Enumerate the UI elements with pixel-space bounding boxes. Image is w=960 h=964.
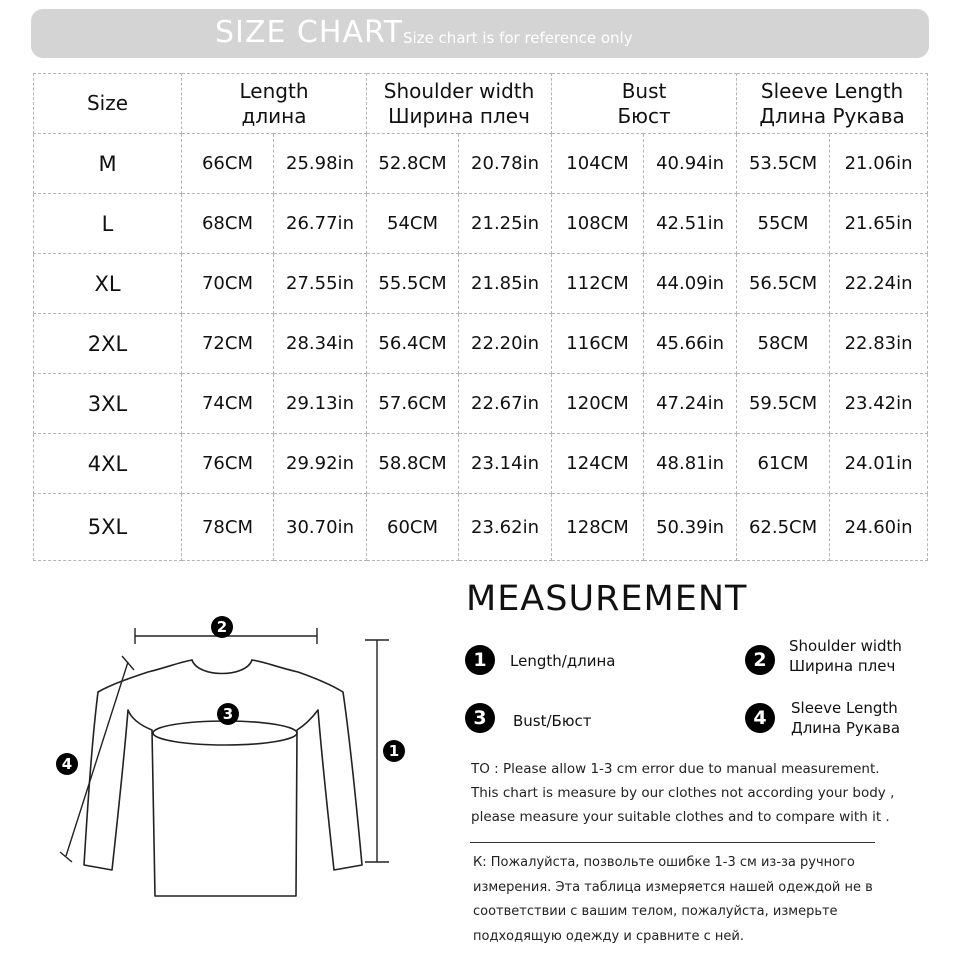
- measurement-cell: 62.5CM: [737, 494, 830, 561]
- measurement-cell: 21.65in: [830, 194, 928, 254]
- table-row: [34, 254, 928, 314]
- measurement-cell: 25.98in: [274, 134, 367, 194]
- measurement-cell: 59.5CM: [737, 374, 830, 434]
- measurement-title: MEASUREMENT: [466, 579, 748, 619]
- table-row: [34, 374, 928, 434]
- size-chart-banner: [31, 9, 929, 58]
- measurement-cell: 23.42in: [830, 374, 928, 434]
- legend-4-label: Sleeve Length Длина Рукава: [791, 699, 901, 737]
- page-title: SIZE CHART: [215, 15, 403, 50]
- page-subtitle: Size chart is for reference only: [403, 29, 633, 47]
- measurement-cell: 47.24in: [644, 374, 737, 434]
- measurement-cell: 50.39in: [644, 494, 737, 561]
- size-cell: 4XL: [34, 434, 182, 494]
- table-row: [34, 194, 928, 254]
- svg-text:1: 1: [388, 742, 400, 760]
- table-row: [34, 494, 928, 561]
- note-russian: К: Пожалуйста, позвольте ошибке 1-3 см из-за ручного измерения. Эта таблица измеряется нашей одеждой не в соответствии с вашим телом, пожалуйста, измерьте подходящую одежду и сравните с ней.: [473, 855, 873, 944]
- size-table: [33, 73, 928, 561]
- measurement-cell: 30.70in: [274, 494, 367, 561]
- svg-text:4: 4: [61, 755, 73, 773]
- column-header-shoulder-width: Shoulder width Ширина плеч: [367, 74, 552, 134]
- measurement-cell: 128CM: [552, 494, 644, 561]
- measurement-cell: 104CM: [552, 134, 644, 194]
- table-row: [34, 314, 928, 374]
- column-header-bust: Bust Бюст: [552, 74, 737, 134]
- legend-3-icon: 3: [465, 703, 495, 733]
- legend-3-label: Bust/Бюст: [513, 712, 592, 730]
- measurement-cell: 23.14in: [459, 434, 552, 494]
- measurement-cell: 54CM: [367, 194, 459, 254]
- measurement-cell: 20.78in: [459, 134, 552, 194]
- column-header-sleeve-length: Sleeve Length Длина Рукава: [737, 74, 928, 134]
- measurement-cell: 66CM: [182, 134, 274, 194]
- measurement-cell: 58CM: [737, 314, 830, 374]
- measurement-cell: 45.66in: [644, 314, 737, 374]
- measurement-cell: 78CM: [182, 494, 274, 561]
- size-cell: M: [34, 134, 182, 194]
- measurement-cell: 74CM: [182, 374, 274, 434]
- measurement-cell: 21.85in: [459, 254, 552, 314]
- measurement-cell: 58.8CM: [367, 434, 459, 494]
- measurement-cell: 23.62in: [459, 494, 552, 561]
- measurement-cell: 40.94in: [644, 134, 737, 194]
- measurement-cell: 24.60in: [830, 494, 928, 561]
- note-english: TO : Please allow 1-3 cm error due to manual measurement. This chart is measure by our clothes not according your body , please measure your suitable clothes and to compare with it .: [471, 761, 895, 825]
- size-cell: 3XL: [34, 374, 182, 434]
- measurement-cell: 108CM: [552, 194, 644, 254]
- measurement-cell: 70CM: [182, 254, 274, 314]
- legend-1-label: Length/длина: [510, 652, 616, 670]
- measurement-cell: 22.20in: [459, 314, 552, 374]
- measurement-cell: 42.51in: [644, 194, 737, 254]
- size-cell: 2XL: [34, 314, 182, 374]
- measurement-cell: 60CM: [367, 494, 459, 561]
- size-cell: XL: [34, 254, 182, 314]
- measurement-cell: 22.83in: [830, 314, 928, 374]
- measurement-cell: 120CM: [552, 374, 644, 434]
- measurement-cell: 72CM: [182, 314, 274, 374]
- measurement-cell: 28.34in: [274, 314, 367, 374]
- measurement-cell: 22.67in: [459, 374, 552, 434]
- column-header-length: Length длина: [182, 74, 367, 134]
- size-cell: 5XL: [34, 494, 182, 561]
- legend-2-icon: 2: [745, 645, 775, 675]
- measurement-cell: 29.13in: [274, 374, 367, 434]
- measurement-cell: 61CM: [737, 434, 830, 494]
- table-row: [34, 434, 928, 494]
- table-header-row: [34, 74, 928, 134]
- measurement-cell: 21.06in: [830, 134, 928, 194]
- shirt-collar: [192, 660, 252, 674]
- bust-line: [153, 721, 297, 745]
- measurement-cell: 29.92in: [274, 434, 367, 494]
- measurement-cell: 68CM: [182, 194, 274, 254]
- legend-2-label: Shoulder width Ширина плеч: [789, 637, 902, 675]
- measurement-cell: 56.4CM: [367, 314, 459, 374]
- shirt-measurement-diagram: [0, 600, 440, 964]
- measurement-cell: 27.55in: [274, 254, 367, 314]
- legend-4-icon: 4: [745, 703, 775, 733]
- measurement-cell: 57.6CM: [367, 374, 459, 434]
- column-header-size: Size: [34, 74, 182, 134]
- measurement-cell: 112CM: [552, 254, 644, 314]
- measurement-cell: 24.01in: [830, 434, 928, 494]
- table-row: [34, 134, 928, 194]
- legend-1-icon: 1: [465, 645, 495, 675]
- measurement-cell: 26.77in: [274, 194, 367, 254]
- measurement-cell: 116CM: [552, 314, 644, 374]
- measurement-cell: 48.81in: [644, 434, 737, 494]
- measurement-cell: 44.09in: [644, 254, 737, 314]
- svg-text:3: 3: [222, 705, 234, 723]
- measurement-cell: 52.8CM: [367, 134, 459, 194]
- svg-text:2: 2: [216, 618, 228, 636]
- measurement-cell: 56.5CM: [737, 254, 830, 314]
- measurement-cell: 55.5CM: [367, 254, 459, 314]
- measurement-cell: 55CM: [737, 194, 830, 254]
- note-divider: [470, 842, 875, 843]
- size-cell: L: [34, 194, 182, 254]
- shirt-outline: [84, 660, 362, 896]
- measurement-cell: 53.5CM: [737, 134, 830, 194]
- measurement-cell: 22.24in: [830, 254, 928, 314]
- measurement-cell: 76CM: [182, 434, 274, 494]
- measurement-cell: 21.25in: [459, 194, 552, 254]
- measurement-cell: 124CM: [552, 434, 644, 494]
